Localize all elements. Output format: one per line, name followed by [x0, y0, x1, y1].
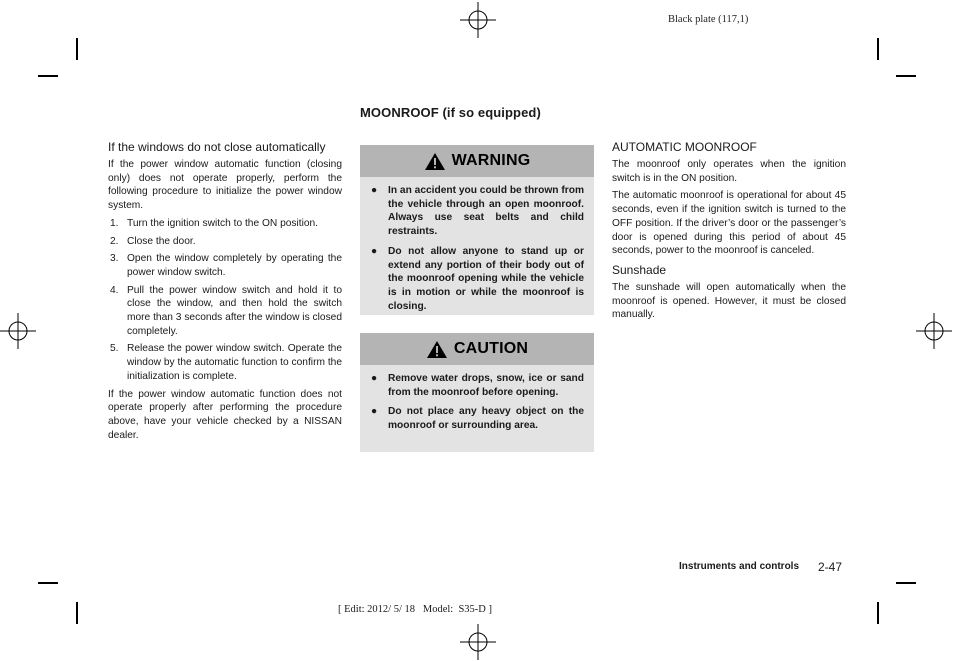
step-number: 3. [110, 253, 119, 265]
page-number: 2-47 [818, 560, 843, 574]
warning-title: WARNING [451, 152, 531, 169]
step-text: Pull the power window switch and hold it to close the window, and then hold the switch more than 3 seconds after the window is closed completely. [127, 284, 342, 337]
warning-triangle-icon [426, 340, 448, 359]
warning-box [360, 145, 594, 315]
bullet: ● [371, 373, 378, 384]
left-intro: If the power window automatic function (closing only) does not operate properly, perform the following procedure to initialize the power window system. [108, 159, 342, 212]
step-number: 4. [110, 284, 119, 296]
right-para: The moonroof only operates when the ignition switch is in the ON position. [612, 159, 846, 184]
step-text: Close the door. [127, 235, 196, 247]
step-item [108, 252, 342, 279]
crop-mark [38, 582, 58, 584]
step-item [108, 217, 342, 231]
right-para: The automatic moonroof is operational for about 45 seconds, even if the ignition switch is turned to the OFF position. If the driver’s door or the passenger’s door is opened during this period of about 45 seconds, power to the moonroof is canceled. [612, 190, 846, 257]
warning-item [370, 245, 584, 314]
plate-info: Black plate (117,1) [668, 14, 749, 25]
right-para: The sunshade will open automatically when the moonroof is opened. However, it must be closed manually. [612, 281, 846, 321]
bullet: ● [371, 185, 378, 196]
crop-mark [877, 602, 879, 624]
step-text: Open the window completely by operating the power window switch. [127, 253, 342, 278]
left-column [108, 140, 342, 446]
warning-text: Do not allow anyone to stand up or extend any portion of their body out of the moonroof opening while the vehicle is in motion or while the moonroof is closing. [388, 245, 584, 312]
edit-info: [ Edit: 2012/ 5/ 18 Model: S35-D ] [338, 604, 492, 615]
warning-body [360, 177, 594, 325]
registration-mark-icon [460, 624, 496, 660]
step-item [108, 284, 342, 339]
crop-mark [38, 75, 58, 77]
step-text: Release the power window switch. Operate the window by the automatic function to confirm the initialization is complete. [127, 343, 342, 382]
right-column [612, 140, 846, 326]
step-item [108, 342, 342, 383]
crop-mark [896, 582, 916, 584]
bullet: ● [371, 245, 378, 257]
section-title: MOONROOF (if so equipped) [360, 105, 541, 120]
step-list [108, 217, 342, 384]
footer-section-name: Instruments and controls [679, 561, 800, 572]
warning-item [370, 184, 584, 239]
step-text: Turn the ignition switch to the ON position. [127, 217, 319, 229]
caution-item [370, 405, 584, 432]
right-heading: AUTOMATIC MOONROOF [612, 140, 757, 154]
step-number: 1. [110, 217, 119, 229]
warning-triangle-icon [424, 152, 446, 171]
warning-text: In an accident you could be thrown from the vehicle through an open moonroof. Always use seat belts and child restraints. [388, 185, 584, 238]
crop-mark [76, 602, 78, 624]
registration-mark-icon [460, 2, 496, 38]
caution-text: Do not place any heavy object on the moonroof or surrounding area. [388, 406, 584, 432]
crop-mark [896, 75, 916, 77]
step-item [108, 235, 342, 249]
warning-header [360, 145, 594, 177]
left-heading: If the windows do not close automatically [108, 140, 326, 154]
caution-box [360, 333, 594, 452]
right-subheading: Sunshade [612, 262, 667, 277]
caution-item [370, 372, 584, 399]
step-number: 5. [110, 343, 119, 355]
caution-body [360, 365, 594, 445]
caution-title: CAUTION [453, 340, 529, 357]
bullet: ● [371, 406, 378, 418]
registration-mark-icon [0, 313, 36, 349]
crop-mark [877, 38, 879, 60]
step-number: 2. [110, 235, 119, 247]
crop-mark [76, 38, 78, 60]
caution-text: Remove water drops, snow, ice or sand from the moonroof before opening. [388, 373, 584, 398]
registration-mark-icon [916, 313, 952, 349]
left-closing: If the power window automatic function does not operate properly after performing the procedure above, have your vehicle checked by a NISSAN dealer. [108, 388, 342, 441]
caution-header [360, 333, 594, 365]
